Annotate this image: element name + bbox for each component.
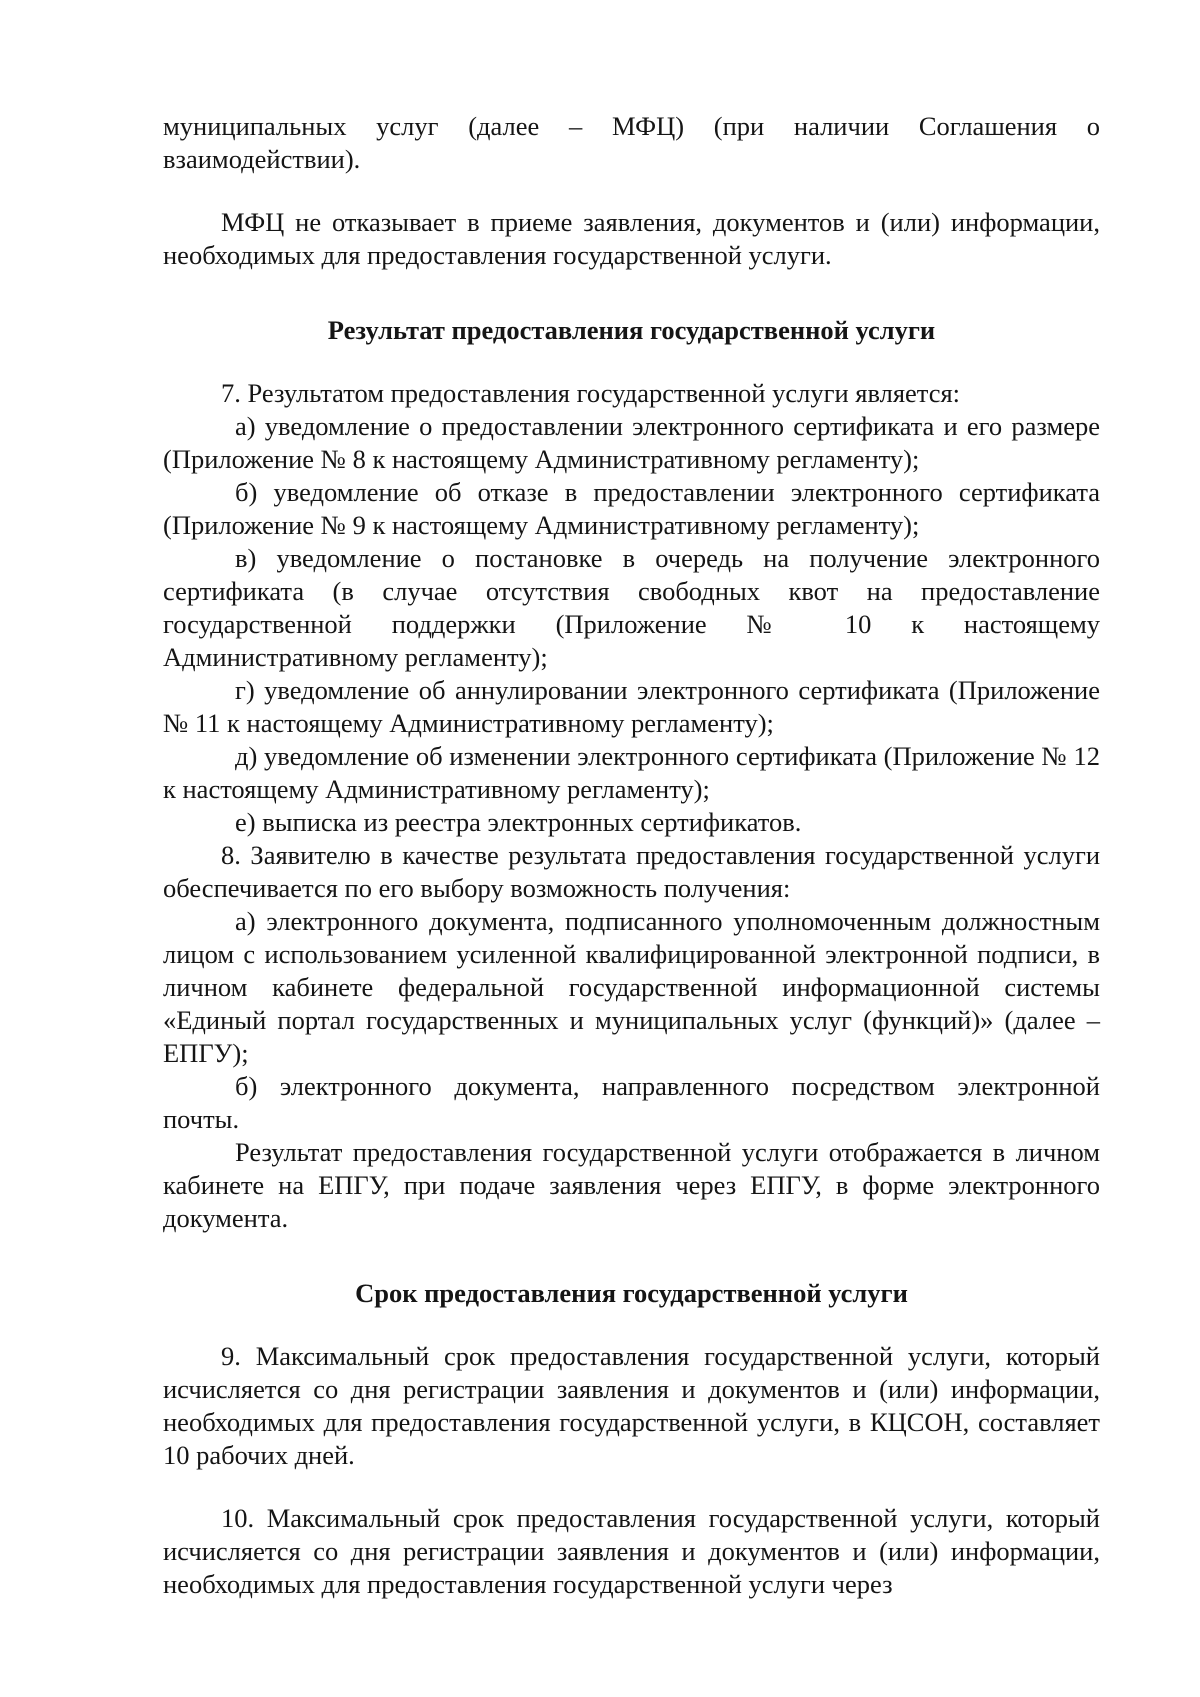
paragraph-7d: д) уведомление об изменении электронного сертификата (Приложение № 12 к настоящему Административному регламенту); [163, 741, 1100, 804]
paragraph-8b: б) электронного документа, направленного посредством электронной почты. [163, 1071, 1100, 1134]
paragraph-8a: а) электронного документа, подписанного уполномоченным должностным лицом с использованием усиленной квалифицированной электронной подписи, в личном кабинете федеральной государственной информационной системы «Единый портал государственных и муниципальных услуг (функций)» (далее – ЕПГУ); [163, 906, 1100, 1068]
paragraph-8-result: Результат предоставления государственной услуги отображается в личном кабинете на ЕПГУ, при подаче заявления через ЕПГУ, в форме электронного документа. [163, 1137, 1100, 1233]
paragraph-7: 7. Результатом предоставления государственной услуги является: [221, 378, 961, 408]
document-body [163, 110, 1100, 1601]
paragraph-9: 9. Максимальный срок предоставления государственной услуги, который исчисляется со дня регистрации заявления и документов и (или) информации, необходимых для предоставления государственной услуги, в КЦСОН, составляет 10 рабочих дней. [163, 1341, 1100, 1470]
section-heading-term: Срок предоставления государственной услуги [355, 1278, 908, 1308]
paragraph-7a: а) уведомление о предоставлении электронного сертификата и его размере (Приложение № 8 к настоящему Административному регламенту); [163, 411, 1100, 474]
paragraph-7e: е) выписка из реестра электронных сертификатов. [235, 807, 802, 837]
paragraph-7v: в) уведомление о постановке в очередь на получение электронного сертификата (в случае отсутствия свободных квот на предоставление государственной поддержки (Приложение № 10 к настоящему Административному регламенту); [163, 543, 1100, 672]
paragraph-8: 8. Заявителю в качестве результата предоставления государственной услуги обеспечивается по его выбору возможность получения: [163, 840, 1100, 903]
paragraph-7g: г) уведомление об аннулировании электронного сертификата (Приложение № 11 к настоящему Административному регламенту); [163, 675, 1100, 738]
paragraph-mfc: МФЦ не отказывает в приеме заявления, документов и (или) информации, необходимых для предоставления государственной услуги. [163, 207, 1100, 270]
section-heading-result: Результат предоставления государственной услуги [327, 315, 936, 345]
paragraph-continuation: муниципальных услуг (далее – МФЦ) (при наличии Соглашения о взаимодействии). [163, 111, 1100, 174]
paragraph-7b: б) уведомление об отказе в предоставлении электронного сертификата (Приложение № 9 к настоящему Административному регламенту); [163, 477, 1100, 540]
paragraph-10: 10. Максимальный срок предоставления государственной услуги, который исчисляется со дня регистрации заявления и документов и (или) информации, необходимых для предоставления государственной услуги через [163, 1503, 1100, 1599]
